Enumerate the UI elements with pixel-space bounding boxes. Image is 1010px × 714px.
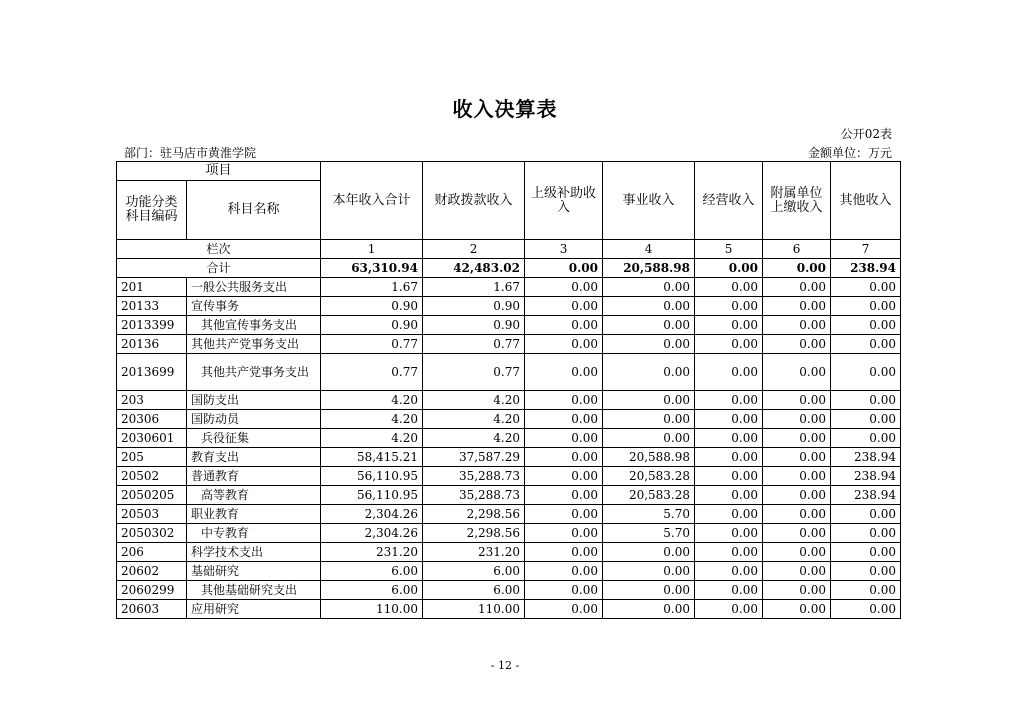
table-row: [117, 543, 901, 562]
row-value: 4.20: [423, 391, 525, 410]
total-value: 42,483.02: [423, 259, 525, 278]
row-subject-name: 国防支出: [187, 391, 321, 410]
header-func-code: 功能分类科目编码: [117, 181, 187, 240]
row-value: 0.00: [763, 316, 831, 335]
row-value: 56,110.95: [321, 467, 423, 486]
table-row: [117, 410, 901, 429]
row-value: 0.00: [525, 600, 603, 619]
row-value: 231.20: [321, 543, 423, 562]
row-value: 0.00: [525, 524, 603, 543]
row-value: 0.77: [321, 354, 423, 391]
form-number: 公开02表: [840, 127, 892, 141]
row-value: 0.00: [831, 278, 901, 297]
row-code: 2013699: [117, 354, 187, 391]
row-subject-name: 其他基础研究支出: [187, 581, 321, 600]
row-value: 0.00: [763, 429, 831, 448]
row-code: 20136: [117, 335, 187, 354]
column-number: 2: [423, 240, 525, 259]
row-value: 0.77: [321, 335, 423, 354]
total-value: 0.00: [525, 259, 603, 278]
table-row: [117, 335, 901, 354]
header-col-5: 经营收入: [695, 162, 763, 240]
table-row: [117, 448, 901, 467]
row-value: 0.00: [763, 354, 831, 391]
row-value: 0.77: [423, 354, 525, 391]
table-row: [117, 486, 901, 505]
column-number: 7: [831, 240, 901, 259]
header-subject-name: 科目名称: [187, 181, 321, 240]
row-subject-name: 国防动员: [187, 410, 321, 429]
row-value: 0.00: [695, 562, 763, 581]
row-value: 0.00: [603, 581, 695, 600]
row-value: 20,588.98: [603, 448, 695, 467]
table-row: [117, 581, 901, 600]
row-subject-name: 中专教育: [187, 524, 321, 543]
row-subject-name: 教育支出: [187, 448, 321, 467]
row-value: 0.00: [525, 543, 603, 562]
row-value: 6.00: [423, 581, 525, 600]
row-value: 0.90: [321, 316, 423, 335]
row-value: 4.20: [423, 429, 525, 448]
row-value: 0.00: [525, 486, 603, 505]
row-value: 0.00: [763, 505, 831, 524]
row-value: 0.00: [831, 543, 901, 562]
row-value: 0.00: [763, 467, 831, 486]
row-value: 0.00: [831, 505, 901, 524]
row-value: 0.90: [423, 297, 525, 316]
row-value: 0.00: [695, 391, 763, 410]
row-subject-name: 其他宣传事务支出: [187, 316, 321, 335]
row-value: 0.00: [525, 410, 603, 429]
row-value: 0.00: [831, 581, 901, 600]
row-value: 0.00: [695, 543, 763, 562]
row-value: 2,298.56: [423, 505, 525, 524]
row-value: 1.67: [321, 278, 423, 297]
row-value: 35,288.73: [423, 467, 525, 486]
row-value: 0.00: [525, 467, 603, 486]
row-value: 0.00: [603, 335, 695, 354]
row-code: 2030601: [117, 429, 187, 448]
row-value: 0.00: [831, 297, 901, 316]
row-value: 0.00: [603, 391, 695, 410]
row-value: 231.20: [423, 543, 525, 562]
row-value: 4.20: [321, 410, 423, 429]
table-row: [117, 297, 901, 316]
row-subject-name: 兵役征集: [187, 429, 321, 448]
row-code: 206: [117, 543, 187, 562]
table-row: [117, 600, 901, 619]
row-value: 0.00: [525, 278, 603, 297]
revenue-table: [116, 161, 901, 619]
row-value: 0.00: [603, 297, 695, 316]
row-value: 20,583.28: [603, 467, 695, 486]
table-row: [117, 505, 901, 524]
row-code: 2050302: [117, 524, 187, 543]
row-value: 0.00: [603, 316, 695, 335]
row-value: 0.90: [423, 316, 525, 335]
row-value: 0.77: [423, 335, 525, 354]
page-title: 收入决算表: [452, 97, 558, 121]
row-value: 0.00: [763, 410, 831, 429]
row-code: 2060299: [117, 581, 187, 600]
row-subject-name: 普通教育: [187, 467, 321, 486]
row-value: 0.00: [763, 562, 831, 581]
row-code: 20602: [117, 562, 187, 581]
row-value: 0.00: [763, 335, 831, 354]
row-value: 0.00: [831, 316, 901, 335]
row-value: 0.00: [763, 297, 831, 316]
row-value: 1.67: [423, 278, 525, 297]
row-code: 205: [117, 448, 187, 467]
row-value: 110.00: [423, 600, 525, 619]
table-row: [117, 562, 901, 581]
row-code: 20133: [117, 297, 187, 316]
column-number: 6: [763, 240, 831, 259]
row-value: 0.00: [831, 354, 901, 391]
row-code: 20502: [117, 467, 187, 486]
header-col-2: 财政拨款收入: [423, 162, 525, 240]
row-subject-name: 其他共产党事务支出: [187, 335, 321, 354]
total-value: 0.00: [763, 259, 831, 278]
header-col-7: 其他收入: [831, 162, 901, 240]
header-col-1: 本年收入合计: [321, 162, 423, 240]
row-value: 56,110.95: [321, 486, 423, 505]
column-number-label: 栏次: [117, 240, 321, 259]
row-value: 0.00: [695, 600, 763, 619]
row-subject-name: 应用研究: [187, 600, 321, 619]
table-row: [117, 316, 901, 335]
row-value: 0.00: [695, 467, 763, 486]
total-value: 238.94: [831, 259, 901, 278]
row-value: 37,587.29: [423, 448, 525, 467]
row-code: 20503: [117, 505, 187, 524]
row-value: 0.00: [831, 524, 901, 543]
column-number: 5: [695, 240, 763, 259]
row-subject-name: 宣传事务: [187, 297, 321, 316]
row-value: 0.00: [525, 448, 603, 467]
table-row: [117, 467, 901, 486]
row-value: 5.70: [603, 524, 695, 543]
row-value: 0.00: [831, 562, 901, 581]
row-subject-name: 科学技术支出: [187, 543, 321, 562]
row-value: 0.00: [603, 562, 695, 581]
row-value: 0.00: [763, 581, 831, 600]
row-value: 6.00: [321, 562, 423, 581]
row-value: 2,298.56: [423, 524, 525, 543]
row-value: 0.00: [831, 429, 901, 448]
total-value: 20,588.98: [603, 259, 695, 278]
row-value: 0.00: [763, 486, 831, 505]
row-value: 0.00: [525, 429, 603, 448]
page-number: - 12 -: [490, 659, 520, 672]
row-value: 0.00: [525, 391, 603, 410]
row-value: 6.00: [321, 581, 423, 600]
header-col-6: 附属单位上缴收入: [763, 162, 831, 240]
row-code: 203: [117, 391, 187, 410]
row-value: 58,415.21: [321, 448, 423, 467]
row-value: 0.00: [695, 354, 763, 391]
row-value: 0.00: [831, 335, 901, 354]
row-value: 0.00: [831, 600, 901, 619]
row-value: 0.00: [695, 410, 763, 429]
row-value: 0.00: [695, 581, 763, 600]
row-value: 0.00: [695, 505, 763, 524]
row-code: 20306: [117, 410, 187, 429]
row-value: 4.20: [321, 391, 423, 410]
row-value: 0.00: [525, 354, 603, 391]
row-subject-name: 其他共产党事务支出: [187, 354, 321, 391]
row-value: 2,304.26: [321, 505, 423, 524]
column-number: 3: [525, 240, 603, 259]
row-value: 238.94: [831, 486, 901, 505]
row-subject-name: 基础研究: [187, 562, 321, 581]
row-value: 0.00: [603, 600, 695, 619]
row-value: 6.00: [423, 562, 525, 581]
row-value: 0.00: [695, 486, 763, 505]
table-row: [117, 429, 901, 448]
row-value: 0.00: [603, 278, 695, 297]
header-col-3: 上级补助收入: [525, 162, 603, 240]
row-value: 238.94: [831, 448, 901, 467]
row-value: 0.00: [831, 391, 901, 410]
row-subject-name: 一般公共服务支出: [187, 278, 321, 297]
total-label: 合计: [117, 259, 321, 278]
row-value: 0.00: [763, 524, 831, 543]
row-value: 0.00: [603, 429, 695, 448]
row-code: 20603: [117, 600, 187, 619]
row-value: 238.94: [831, 467, 901, 486]
row-value: 0.00: [763, 543, 831, 562]
row-value: 4.20: [423, 410, 525, 429]
row-value: 0.90: [321, 297, 423, 316]
row-value: 0.00: [525, 505, 603, 524]
row-value: 2,304.26: [321, 524, 423, 543]
row-value: 0.00: [695, 524, 763, 543]
row-value: 0.00: [525, 562, 603, 581]
row-value: 0.00: [603, 354, 695, 391]
row-value: 0.00: [695, 297, 763, 316]
row-code: 2050205: [117, 486, 187, 505]
total-value: 0.00: [695, 259, 763, 278]
row-value: 0.00: [603, 543, 695, 562]
row-value: 0.00: [695, 316, 763, 335]
row-value: 20,583.28: [603, 486, 695, 505]
row-value: 0.00: [525, 581, 603, 600]
header-col-4: 事业收入: [603, 162, 695, 240]
amount-unit-label: 金额单位：万元: [807, 146, 892, 160]
row-value: 0.00: [525, 316, 603, 335]
table-row: [117, 391, 901, 410]
row-value: 0.00: [525, 297, 603, 316]
row-value: 0.00: [525, 335, 603, 354]
row-value: 35,288.73: [423, 486, 525, 505]
row-value: 0.00: [603, 410, 695, 429]
row-value: 4.20: [321, 429, 423, 448]
row-value: 0.00: [695, 448, 763, 467]
row-subject-name: 职业教育: [187, 505, 321, 524]
row-value: 0.00: [763, 278, 831, 297]
row-value: 5.70: [603, 505, 695, 524]
row-value: 0.00: [763, 448, 831, 467]
row-subject-name: 高等教育: [187, 486, 321, 505]
table-row: [117, 524, 901, 543]
column-number: 1: [321, 240, 423, 259]
table-row: [117, 278, 901, 297]
row-value: 0.00: [695, 429, 763, 448]
row-value: 0.00: [763, 391, 831, 410]
row-code: 2013399: [117, 316, 187, 335]
table-row: [117, 354, 901, 391]
header-project: 项目: [117, 162, 321, 181]
row-value: 0.00: [831, 410, 901, 429]
row-value: 0.00: [695, 335, 763, 354]
row-value: 110.00: [321, 600, 423, 619]
row-value: 0.00: [695, 278, 763, 297]
department-label: 部门：驻马店市黄淮学院: [124, 146, 257, 160]
total-value: 63,310.94: [321, 259, 423, 278]
column-number: 4: [603, 240, 695, 259]
row-code: 201: [117, 278, 187, 297]
row-value: 0.00: [763, 600, 831, 619]
